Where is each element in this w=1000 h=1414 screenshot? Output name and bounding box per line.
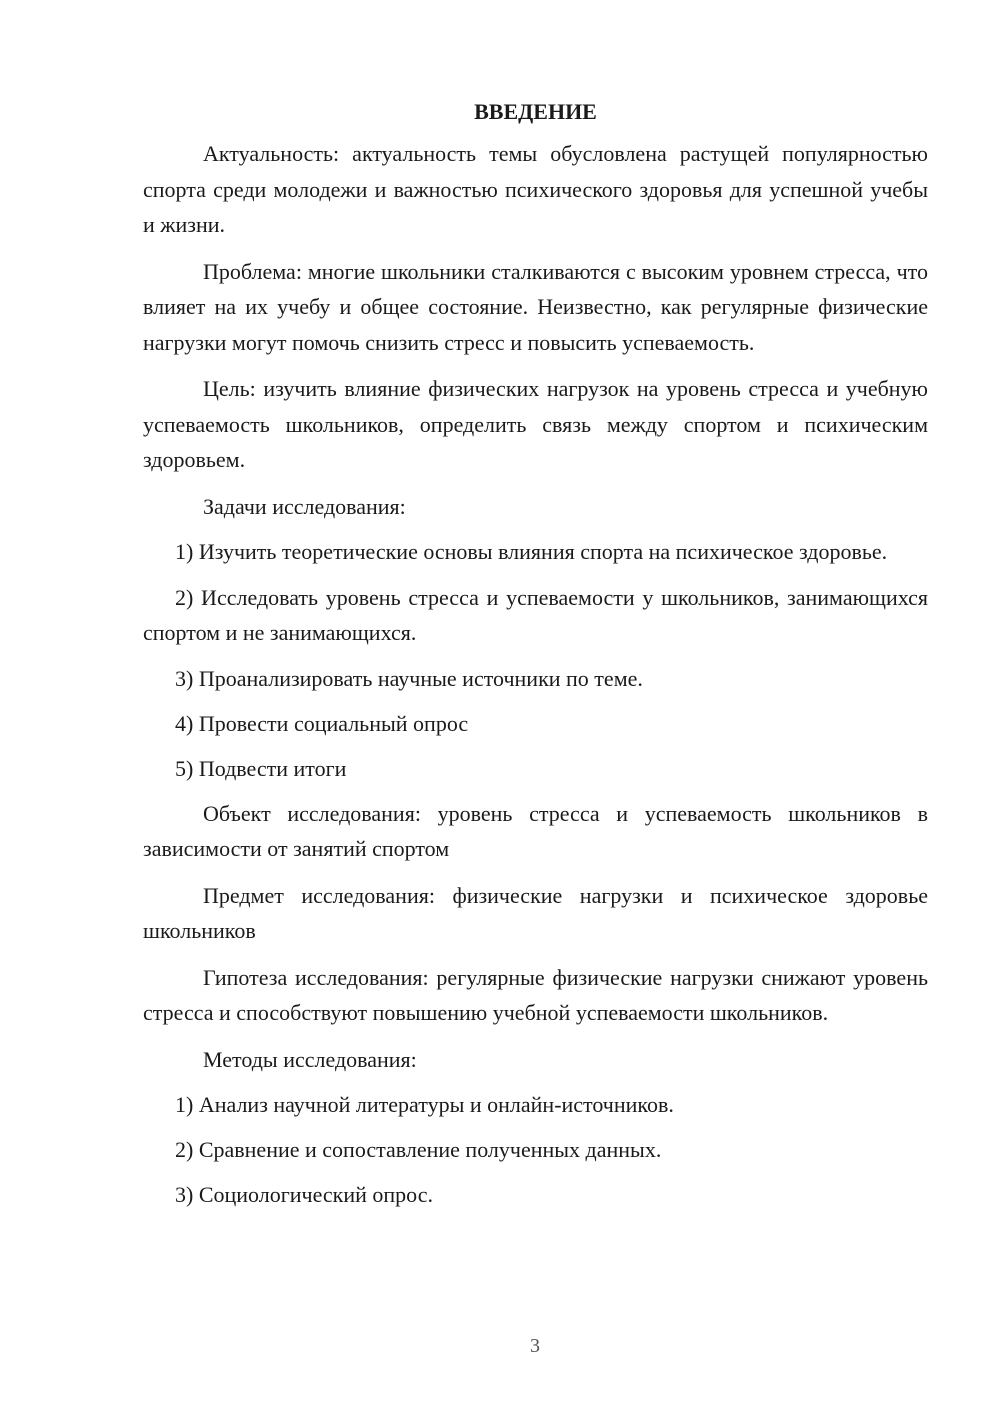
page-title: ВВЕДЕНИЕ [474,99,597,124]
subject-paragraph: Предмет исследования: физические нагрузки и психическое здоровье школьников [143,882,928,943]
page-number: 3 [530,1335,540,1357]
method-item-1: 1) Анализ научной литературы и онлайн-источников. [175,1092,674,1117]
task-item-4: 4) Провести социальный опрос [175,710,469,736]
methods-heading: Методы исследования: [203,1046,417,1072]
page-content [143,94,928,1222]
task-item-2: 2) Исследовать уровень стресса и успеваемости у школьников, занимающихся спортом и не занимающихся. [143,584,928,645]
task-item-1: 1) Изучить теоретические основы влияния спорта на психическое здоровье. [175,539,888,564]
method-item-2: 2) Сравнение и сопоставление полученных данных. [175,1137,662,1162]
task-item-3: 3) Проанализировать научные источники по теме. [175,665,643,691]
method-item-3: 3) Социологический опрос. [175,1182,433,1207]
task-item-5: 5) Подвести итоги [175,755,347,781]
relevance-paragraph: Актуальность: актуальность темы обусловлена растущей популярностью спорта среди молодежи и важностью психического здоровья для успешной учебы и жизни. [143,141,928,237]
goal-paragraph: Цель: изучить влияние физических нагрузок на уровень стресса и учебную успеваемость школьников, определить связь между спортом и психическим здоровьем. [143,376,928,472]
object-paragraph: Объект исследования: уровень стресса и успеваемость школьников в зависимости от занятий спортом [143,800,928,861]
tasks-heading: Задачи исследования: [203,493,406,519]
hypothesis-paragraph: Гипотеза исследования: регулярные физические нагрузки снижают уровень стресса и способствуют повышению учебной успеваемости школьников. [143,964,928,1025]
problem-paragraph: Проблема: многие школьники сталкиваются с высоким уровнем стресса, что влияет на их учебу и общее состояние. Неизвестно, как регулярные физические нагрузки могут помочь снизить стресс и повысить успеваемость. [143,258,928,355]
